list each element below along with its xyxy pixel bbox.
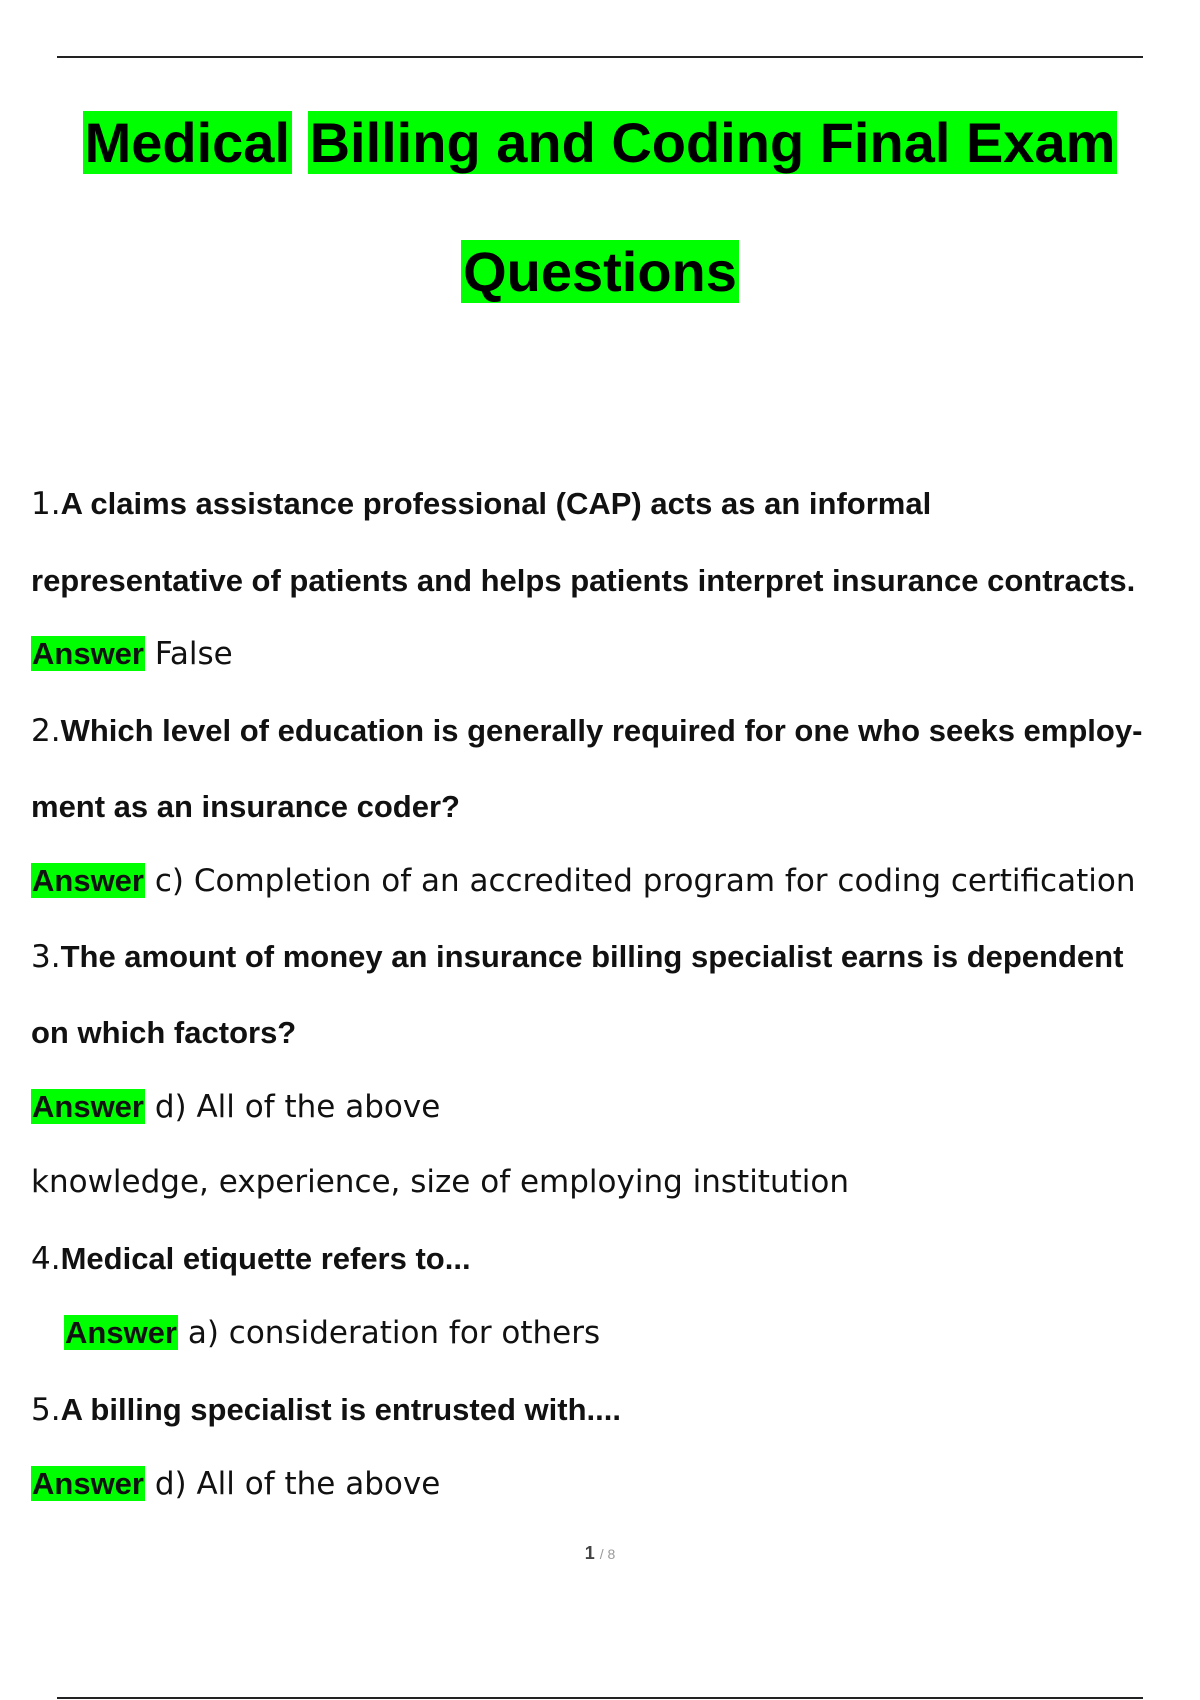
page-number — [0, 1543, 1200, 1564]
question-2-number: 2. — [31, 713, 61, 749]
question-5-line-1 — [31, 1390, 621, 1430]
question-1-answer — [31, 634, 233, 674]
question-1-text-b: representative of patients and helps patients interpret insurance contracts. — [31, 563, 1136, 598]
question-2-answer — [31, 861, 1135, 901]
answer-text: d) All of the above — [154, 1089, 441, 1125]
question-1-line-1 — [31, 484, 931, 524]
answer-text: False — [154, 636, 233, 672]
question-5-answer — [31, 1464, 440, 1504]
answer-label: Answer — [65, 1315, 177, 1350]
answer-label: Answer — [32, 1466, 144, 1501]
answer-note: knowledge, experience, size of employing institution — [31, 1164, 849, 1200]
answer-text: a) consideration for others — [187, 1315, 601, 1351]
question-2-text-b: ment as an insurance coder? — [31, 789, 460, 824]
question-3-answer — [31, 1087, 440, 1127]
bottom-divider — [57, 1697, 1143, 1699]
question-3-text-b: on which factors? — [31, 1015, 297, 1050]
question-1-line-2 — [31, 561, 1135, 601]
question-2-text-a: Which level of education is generally required for one who seeks employ- — [60, 713, 1143, 748]
title-word-questions: Questions — [463, 240, 737, 303]
question-3-note — [31, 1162, 849, 1202]
question-3-line-2 — [31, 1013, 296, 1053]
question-4-text-a: Medical etiquette refers to... — [60, 1241, 471, 1276]
answer-label: Answer — [32, 1089, 144, 1124]
question-1-text-a: A claims assistance professional (CAP) acts as an informal — [60, 486, 932, 521]
title-rest: Billing and Coding Final Exam — [309, 111, 1116, 174]
answer-label: Answer — [32, 636, 144, 671]
question-5-number: 5. — [31, 1392, 61, 1428]
title-word-medical: Medical — [84, 111, 290, 174]
question-3-line-1 — [31, 937, 1123, 977]
question-4-answer — [64, 1313, 600, 1353]
page-current: 1 — [584, 1543, 595, 1563]
document-title-line-1 — [0, 111, 1200, 175]
question-2-line-1 — [31, 711, 1142, 751]
answer-text: c) Completion of an accredited program for coding certification — [154, 863, 1136, 899]
question-3-text-a: The amount of money an insurance billing specialist earns is dependent — [60, 939, 1124, 974]
question-2-line-2 — [31, 787, 460, 827]
question-1-number: 1. — [31, 486, 61, 522]
question-4-number: 4. — [31, 1241, 61, 1277]
answer-text: d) All of the above — [154, 1466, 441, 1502]
page-total: / 8 — [599, 1546, 616, 1562]
document-title-line-2 — [0, 240, 1200, 304]
top-divider — [57, 56, 1143, 58]
question-5-text-a: A billing specialist is entrusted with.... — [60, 1392, 621, 1427]
question-4-line-1 — [31, 1239, 471, 1279]
answer-label: Answer — [32, 863, 144, 898]
question-3-number: 3. — [31, 939, 61, 975]
